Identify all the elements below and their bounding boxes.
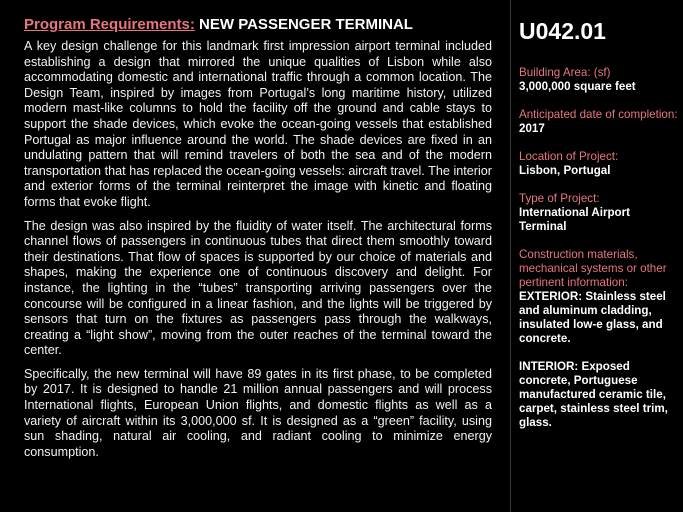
project-type-block — [519, 192, 679, 234]
location-label: Location of Project: — [519, 150, 619, 163]
interior-materials-value: INTERIOR: Exposed concrete, Portuguese manufactured ceramic tile, carpet, stainless steel trim, glass. — [519, 360, 668, 429]
project-title: NEW PASSENGER TERMINAL — [199, 16, 413, 33]
project-type-label: Type of Project: — [519, 192, 600, 205]
description-paragraph-2: The design was also inspired by the fluidity of water itself. The architectural forms channel flows of passengers in continuous tubes that direct them smoothly toward their destinations. That flow of spaces is supported by our choice of materials and shapes, making the experience one of continuous discovery and delight. For instance, the lighting in the “tubes” transporting arriving passengers over the concourse will be configured in a linear fashion, and the lights will be triggered by sensors that turn on the fixtures as passengers pass through the walkways, creating a “light show”, moving from the outer reaches of the terminal toward the center. — [24, 218, 492, 358]
description-paragraph-3: Specifically, the new terminal will have 89 gates in its first phase, to be completed by 2017. It is designed to handle 21 million annual passengers and will process International flights, European Union flights, and domestic flights as well as a variety of aircraft within its 3,000,000 sf. It is designed as a “green” facility, using sun shading, natural air cooling, and radiant cooling to minimize energy consumption. — [24, 366, 492, 459]
building-area-block — [519, 66, 679, 94]
project-type-value: International Airport Terminal — [519, 206, 631, 233]
description-paragraph-1: A key design challenge for this landmark first impression airport terminal included establishing a design that mirrored the unique qualities of Lisbon while also accommodating domestic and international traffic through a common location. The Design Team, inspired by images from Portugal’s long maritime history, utilized modern mast-like columns to hold the facility off the ground and cable stays to support the shade devices, which evoke the ocean-going vessels that established Portugal as major influence around the world. The shade devices are fixed in an undulating pattern that will remind travelers of both the sea and of the modern transportation that has replaced the ocean-going vessels: aircraft travel. The interior and exterior forms of the terminal reinterpret the image with kinetic and floating forms that evoke flight. — [24, 39, 492, 209]
exterior-materials-value: EXTERIOR: Stainless steel and aluminum cladding, insulated low-e glass, and concrete. — [519, 290, 666, 345]
column-divider — [510, 0, 511, 512]
location-value: Lisbon, Portugal — [519, 164, 611, 177]
project-info-sidebar — [519, 16, 679, 444]
materials-block — [519, 248, 679, 346]
location-block — [519, 150, 679, 178]
interior-block — [519, 360, 679, 430]
program-requirements-label: Program Requirements: — [24, 16, 195, 33]
completion-date-value: 2017 — [519, 122, 545, 135]
building-area-value: 3,000,000 square feet — [519, 80, 636, 93]
main-content — [24, 16, 492, 468]
page-heading — [24, 16, 492, 34]
materials-label: Construction materials, mechanical systems or other pertinent information: — [519, 248, 667, 289]
building-area-label: Building Area: (sf) — [519, 66, 611, 79]
completion-date-label: Anticipated date of completion: — [519, 108, 678, 121]
completion-date-block — [519, 108, 679, 136]
project-code: U042.01 — [519, 18, 606, 44]
